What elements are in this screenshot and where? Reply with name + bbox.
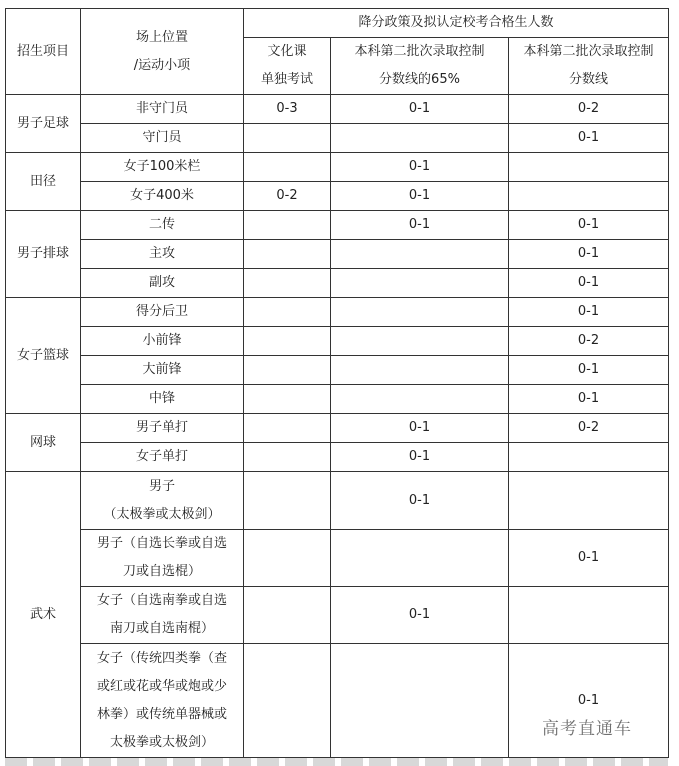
p65-cell <box>331 327 509 356</box>
header-65-text: 本科第二批次录取控制 分数线的65% <box>354 44 485 87</box>
position-cell: 副攻 <box>81 269 244 298</box>
culture-cell <box>244 327 331 356</box>
line-cell: 0-2 <box>509 95 669 124</box>
group-name: 武术 <box>6 472 81 758</box>
position-cell: 小前锋 <box>81 327 244 356</box>
culture-cell <box>244 240 331 269</box>
line-cell <box>509 587 669 644</box>
culture-cell <box>244 385 331 414</box>
line-cell <box>509 182 669 211</box>
culture-cell <box>244 587 331 644</box>
position-cell: 非守门员 <box>81 95 244 124</box>
p65-cell: 0-1 <box>331 153 509 182</box>
culture-cell: 0-3 <box>244 95 331 124</box>
position-text: 女子（传统四类拳（查 或红或花或华或炮或少 林拳）或传统单器械或 太极拳或太极剑） <box>96 650 227 750</box>
culture-cell <box>244 269 331 298</box>
line-cell: 0-1 <box>509 356 669 385</box>
group-name: 网球 <box>6 414 81 472</box>
position-cell <box>81 530 244 587</box>
p65-cell: 0-1 <box>331 211 509 240</box>
position-text: 男子（自选长拳或自选 刀或自选棍） <box>96 536 227 579</box>
header-line <box>509 38 669 95</box>
group-name: 田径 <box>6 153 81 211</box>
p65-cell <box>331 269 509 298</box>
culture-cell <box>244 414 331 443</box>
line-cell <box>509 443 669 472</box>
header-project: 招生项目 <box>6 9 81 95</box>
line-cell <box>509 472 669 530</box>
culture-cell <box>244 443 331 472</box>
position-cell: 中锋 <box>81 385 244 414</box>
p65-cell <box>331 124 509 153</box>
position-cell: 守门员 <box>81 124 244 153</box>
position-cell: 女子400米 <box>81 182 244 211</box>
culture-cell: 0-2 <box>244 182 331 211</box>
position-text: 女子（自选南拳或自选 南刀或自选南棍） <box>96 593 227 636</box>
group-name: 男子排球 <box>6 211 81 298</box>
group-name: 女子篮球 <box>6 298 81 414</box>
group-name: 男子足球 <box>6 95 81 153</box>
position-cell <box>81 472 244 530</box>
header-65 <box>331 38 509 95</box>
header-position <box>81 9 244 95</box>
culture-cell <box>244 298 331 327</box>
p65-cell <box>331 385 509 414</box>
position-cell <box>81 587 244 644</box>
line-cell: 0-1 <box>509 385 669 414</box>
header-policy: 降分政策及拟认定校考合格生人数 <box>244 9 669 38</box>
watermark: 高考直通车 <box>542 714 632 739</box>
header-position-text: 场上位置 /运动小项 <box>133 29 191 73</box>
p65-cell: 0-1 <box>331 95 509 124</box>
culture-cell <box>244 644 331 758</box>
line-cell: 0-1 <box>509 269 669 298</box>
header-culture-text: 文化课 单独考试 <box>260 44 313 87</box>
line-cell: 0-1 <box>509 530 669 587</box>
line-cell: 0-1 <box>509 211 669 240</box>
header-line-text: 本科第二批次录取控制 分数线 <box>523 44 654 87</box>
line-cell: 0-1 <box>509 644 669 758</box>
line-cell: 0-2 <box>509 414 669 443</box>
position-cell: 女子100米栏 <box>81 153 244 182</box>
position-cell: 男子单打 <box>81 414 244 443</box>
p65-cell: 0-1 <box>331 472 509 530</box>
culture-cell <box>244 211 331 240</box>
line-cell: 0-1 <box>509 240 669 269</box>
footer-note-cutoff <box>5 758 668 766</box>
culture-cell <box>244 153 331 182</box>
p65-cell <box>331 644 509 758</box>
p65-cell: 0-1 <box>331 414 509 443</box>
position-cell: 主攻 <box>81 240 244 269</box>
position-cell: 二传 <box>81 211 244 240</box>
p65-cell <box>331 298 509 327</box>
p65-cell: 0-1 <box>331 182 509 211</box>
admission-table <box>5 8 669 758</box>
culture-cell <box>244 356 331 385</box>
position-cell: 得分后卫 <box>81 298 244 327</box>
culture-cell <box>244 124 331 153</box>
line-cell: 0-1 <box>509 124 669 153</box>
p65-cell <box>331 356 509 385</box>
culture-cell <box>244 530 331 587</box>
position-text: 男子 （太极拳或太极剑） <box>103 478 221 522</box>
p65-cell <box>331 530 509 587</box>
culture-cell <box>244 472 331 530</box>
position-cell: 女子单打 <box>81 443 244 472</box>
p65-cell <box>331 240 509 269</box>
line-cell: 0-2 <box>509 327 669 356</box>
header-culture <box>244 38 331 95</box>
position-cell: 大前锋 <box>81 356 244 385</box>
p65-cell: 0-1 <box>331 587 509 644</box>
p65-cell: 0-1 <box>331 443 509 472</box>
line-cell: 0-1 <box>509 298 669 327</box>
line-cell <box>509 153 669 182</box>
position-cell <box>81 644 244 758</box>
